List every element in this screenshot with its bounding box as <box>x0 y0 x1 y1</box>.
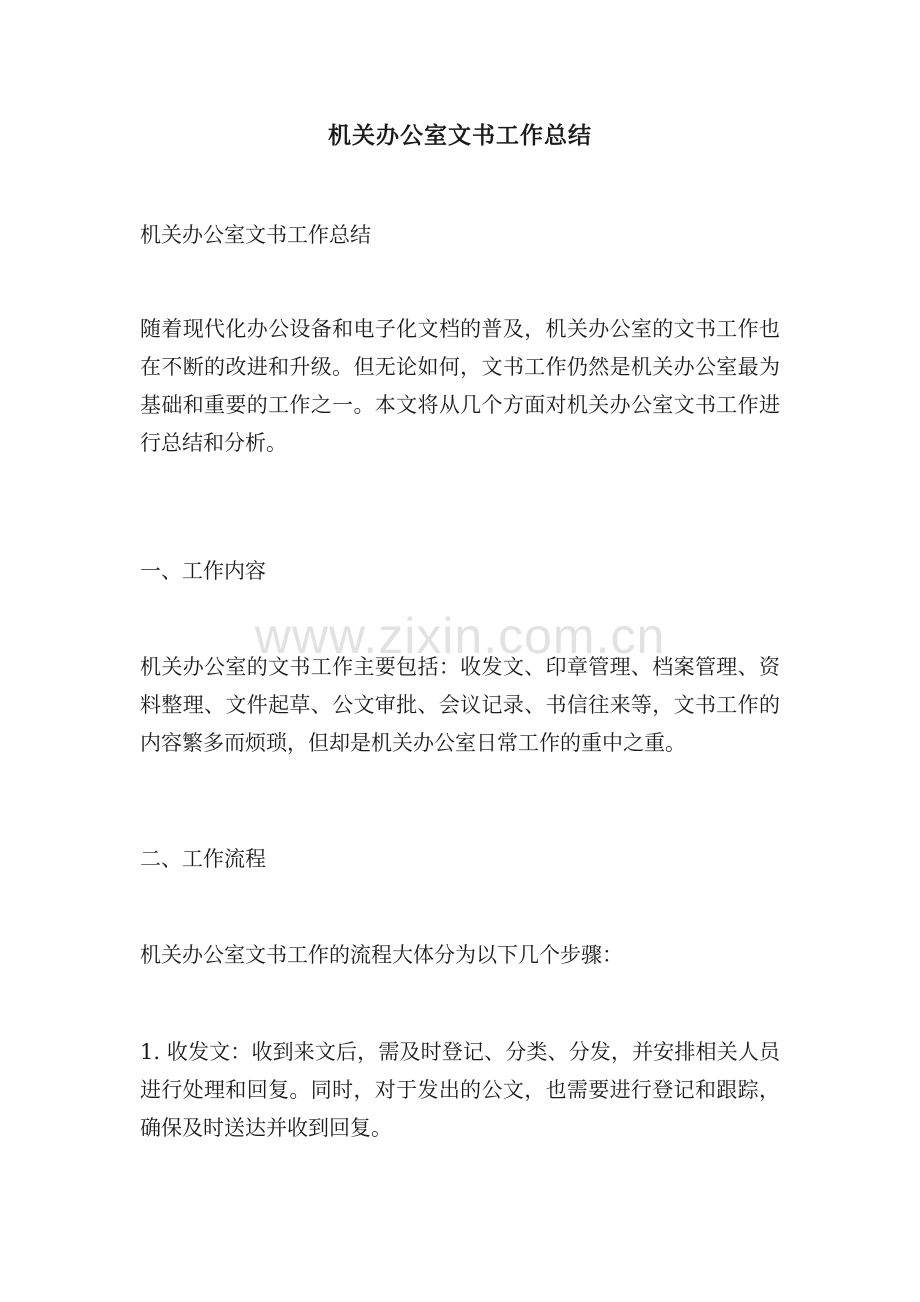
document-title: 机关办公室文书工作总结 <box>328 122 592 149</box>
document-subtitle: 机关办公室文书工作总结 <box>140 223 371 247</box>
intro-paragraph: 随着现代化办公设备和电子化文档的普及，机关办公室的文书工作也在不断的改进和升级。但无论如何，文书工作仍然是机关办公室最为基础和重要的工作之一。本文将从几个方面对机关办公室文书工作进行总结和分析。 <box>140 317 780 455</box>
section-heading-work-flow: 二、工作流程 <box>140 847 266 871</box>
step-1-paragraph: 1. 收发文：收到来文后，需及时登记、分类、分发，并安排相关人员进行处理和回复。同时，对于发出的公文，也需要进行登记和跟踪，确保及时送达并收到回复。 <box>140 1040 780 1140</box>
work-flow-intro-paragraph: 机关办公室文书工作的流程大体分为以下几个步骤： <box>140 943 623 967</box>
section-heading-work-content: 一、工作内容 <box>140 559 266 583</box>
work-content-paragraph: 机关办公室的文书工作主要包括：收发文、印章管理、档案管理、资料整理、文件起草、公文审批、会议记录、书信往来等，文书工作的内容繁多而烦琐，但却是机关办公室日常工作的重中之重。 <box>140 655 780 755</box>
watermark: www.zixin.com.cn <box>254 608 666 664</box>
